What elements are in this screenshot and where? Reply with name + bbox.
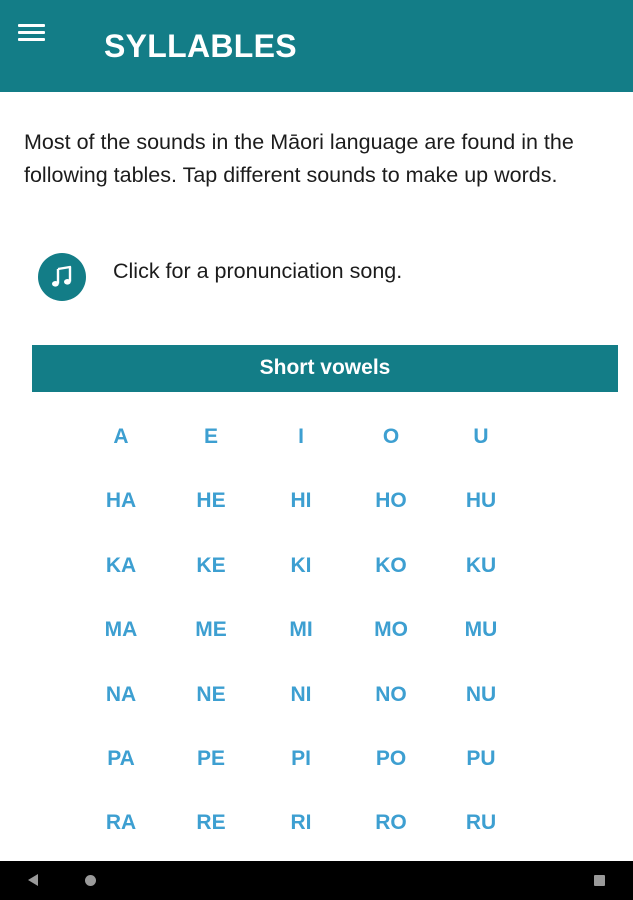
syllable-button[interactable]: KA [105, 553, 137, 577]
page-title: SYLLABLES [104, 28, 297, 64]
pronunciation-song-link[interactable] [38, 252, 598, 302]
syllable-button[interactable]: PA [107, 746, 135, 770]
syllable-button[interactable]: HO [375, 489, 407, 513]
syllable-button[interactable]: KE [196, 553, 226, 577]
syllable-button[interactable]: KI [290, 553, 312, 577]
syllable-button[interactable]: MO [374, 618, 408, 642]
syllable-button[interactable]: O [382, 425, 400, 448]
syllable-button[interactable]: RU [465, 811, 497, 835]
syllable-button[interactable]: MA [104, 618, 138, 642]
back-icon[interactable] [28, 874, 38, 886]
pronunciation-song-label[interactable]: Click for a pronunciation song. [113, 259, 403, 283]
syllable-button[interactable]: PI [291, 746, 311, 770]
music-note-glyph [50, 265, 74, 289]
recents-icon[interactable] [594, 875, 605, 886]
table-heading-short-vowels: Short vowels [32, 345, 618, 392]
syllable-button[interactable]: U [473, 425, 489, 448]
syllable-button[interactable]: RI [290, 811, 312, 835]
syllable-button[interactable]: RA [105, 811, 137, 835]
syllable-button[interactable]: A [113, 425, 129, 448]
syllable-button[interactable]: NU [465, 682, 497, 706]
syllable-button[interactable]: MU [464, 618, 498, 642]
syllable-button[interactable]: RO [375, 811, 407, 835]
syllable-button[interactable]: KU [465, 553, 497, 577]
syllable-button[interactable]: RE [196, 811, 226, 835]
syllable-button[interactable]: NO [375, 682, 407, 706]
app-bar [0, 0, 633, 92]
syllable-button[interactable]: HE [196, 489, 226, 513]
syllable-button[interactable]: ME [195, 618, 227, 642]
music-note-icon[interactable] [38, 253, 86, 301]
syllable-button[interactable]: MI [289, 618, 313, 642]
syllable-button[interactable]: E [203, 425, 218, 448]
home-icon[interactable] [85, 875, 96, 886]
syllable-button[interactable]: HA [105, 489, 137, 513]
syllable-button[interactable]: I [298, 425, 304, 448]
syllable-button[interactable]: NI [290, 682, 312, 706]
syllable-button[interactable]: KO [375, 553, 407, 577]
menu-icon-line [18, 24, 45, 27]
syllable-button[interactable]: HI [290, 489, 312, 513]
syllable-button[interactable]: NE [196, 682, 226, 706]
menu-icon-line [18, 31, 45, 34]
system-nav-bar [0, 861, 633, 900]
syllable-button[interactable]: PU [466, 746, 496, 770]
intro-text: Most of the sounds in the Māori language are found in the following tables. Tap different sounds to make up words. [24, 130, 574, 187]
syllable-button[interactable]: PE [196, 746, 225, 770]
syllable-grid [76, 414, 532, 865]
syllable-button[interactable]: HU [465, 489, 497, 513]
syllable-button[interactable]: PO [375, 746, 407, 770]
menu-icon[interactable] [18, 24, 46, 44]
syllable-button[interactable]: NA [105, 682, 137, 706]
menu-icon-line [18, 38, 45, 41]
